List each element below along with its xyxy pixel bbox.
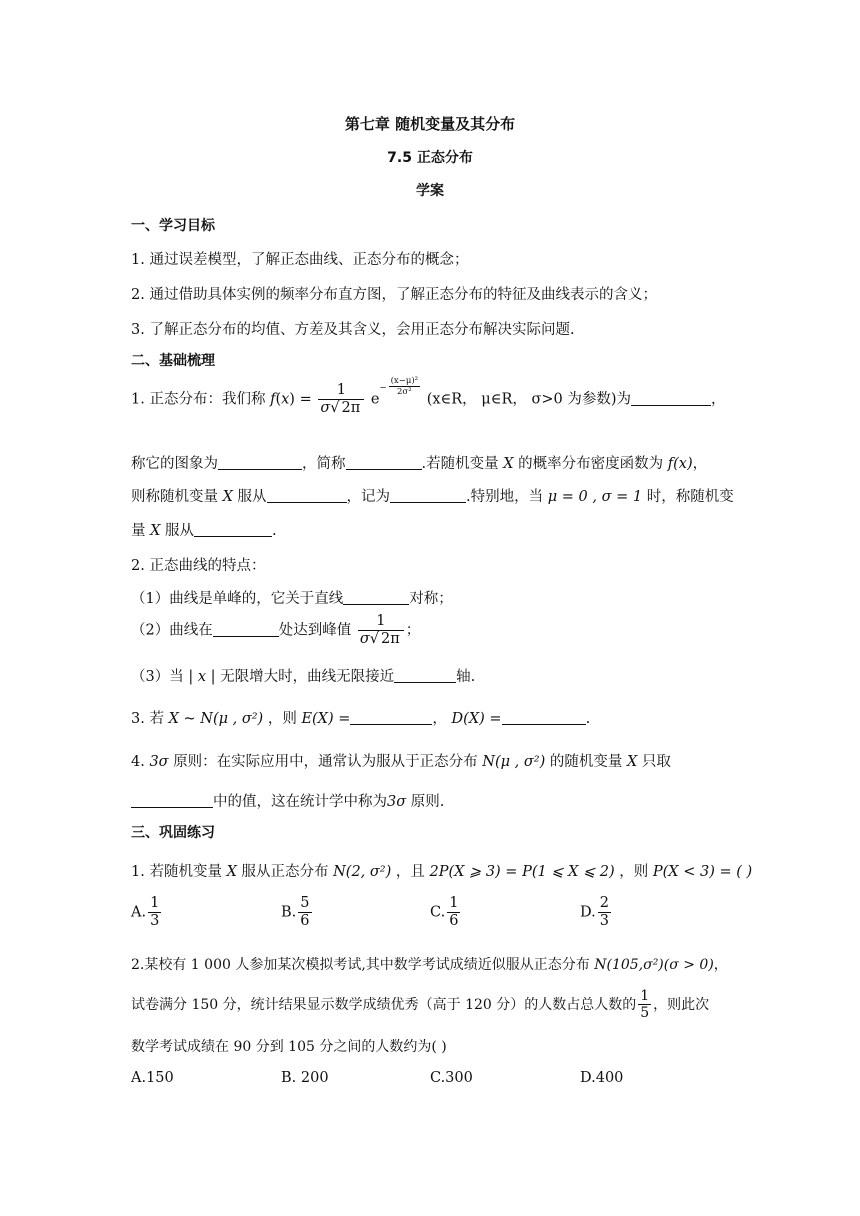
chapter-title: 第七章 随机变量及其分布	[344, 115, 516, 133]
normal-dist-definition-line-2: 称它的图象为 ，简称 .若随机变量 X 的概率分布密度函数为 f(x)，	[131, 456, 708, 472]
blank-9[interactable]	[394, 668, 456, 683]
question-2-line-3: 数学考试成绩在 90 分到 105 分之间的人数约为( )	[131, 1039, 447, 1055]
normal-dist-definition-line-1: 1. 正态分布：我们称 f(x) = $\frac{1}{\sigma√ 2\pi}$ $e^{- \frac{\text{(x−μ)²}}{\text{2σ²}}}$ (x∈R， μ∈R， σ>0 为参数)为 ，	[131, 375, 726, 416]
question-1: 1. 若随机变量 X 服从正态分布 N(2, σ²) ，且 2P(X ⩾ 3) = P(1 ⩽ X ⩽ 2) ，则 P(X < 3) = ( )	[131, 864, 753, 880]
peak-fraction: $\frac{1}{\sigma√ 2\pi}$	[358, 613, 404, 648]
goal-item-3: 3. 了解正态分布的均值、方差及其含义，会用正态分布解决实际问题.	[131, 322, 575, 338]
q1-option-d[interactable]: D. $\frac{2}{3}$	[580, 895, 609, 929]
blank-4[interactable]	[267, 488, 347, 503]
blank-10[interactable]	[350, 710, 432, 725]
q2-option-a[interactable]: A.150	[131, 1070, 174, 1086]
section-title: 7.5 正态分布	[387, 150, 473, 166]
q2-option-b[interactable]: B. 200	[281, 1070, 329, 1086]
section-heading-practice: 三、巩固练习	[131, 825, 215, 841]
question-2-line-1: 2.某校有 1 000 人参加某次模拟考试,其中数学考试成绩近似服从正态分布 N(105,σ²)(σ > 0)，	[131, 957, 728, 973]
doc-type-title: 学案	[416, 183, 444, 199]
q1-option-c[interactable]: C. $\frac{1}{6}$	[430, 895, 459, 929]
three-sigma-line-1: 4. 3σ 原则：在实际应用中，通常认为服从于正态分布 N(μ , σ²) 的随机变量 X 只取	[131, 754, 671, 770]
blank-3[interactable]	[346, 455, 422, 470]
curve-feature-2: （2）曲线在 处达到峰值 $\frac{1}{\sigma√ 2\pi}$ ；	[131, 613, 421, 647]
three-sigma-line-2: 中的值，这在统计学中称为3σ 原则.	[131, 790, 444, 811]
blank-12[interactable]	[131, 793, 213, 808]
blank-2[interactable]	[218, 455, 302, 470]
goal-item-2: 2. 通过借助具体实例的频率分布直方图，了解正态分布的特征及曲线表示的含义；	[131, 287, 657, 303]
blank-7[interactable]	[343, 590, 409, 605]
exp-base: e	[370, 391, 380, 408]
normal-dist-definition-line-4: 量 X 服从 .	[131, 523, 277, 539]
curve-features-title: 2. 正态曲线的特点：	[131, 558, 266, 574]
blank-5[interactable]	[390, 488, 466, 503]
q2-option-d[interactable]: D.400	[580, 1070, 624, 1086]
curve-feature-3: （3）当 | x | 无限增大时，曲线无限接近 轴.	[131, 669, 476, 685]
section-heading-goals: 一、学习目标	[131, 218, 215, 234]
q1-option-b[interactable]: B. $\frac{5}{6}$	[281, 895, 310, 929]
exponent: − (x−μ)² 2σ²	[379, 375, 419, 398]
q2-option-c[interactable]: C.300	[430, 1070, 473, 1086]
blank-8[interactable]	[213, 622, 279, 637]
goal-item-1: 1. 通过误差模型，了解正态曲线、正态分布的概念；	[131, 252, 469, 268]
blank-6[interactable]	[194, 522, 272, 537]
blank-1[interactable]	[631, 391, 711, 406]
section-heading-basics: 二、基础梳理	[131, 353, 215, 369]
normal-dist-definition-line-3: 则称随机变量 X 服从 ，记为 .特别地，当 μ = 0 , σ = 1 时，称随机变	[131, 489, 734, 505]
curve-feature-1: （1）曲线是单峰的，它关于直线 对称；	[131, 591, 453, 607]
expectation-variance-line: 3. 若 X ~ N(μ , σ²) ，则 E(X) = ， D(X) = .	[131, 711, 591, 727]
density-fraction: $\frac{1}{\sigma√ 2\pi}$	[318, 382, 364, 417]
q1-option-a[interactable]: A. $\frac{1}{3}$	[131, 895, 160, 929]
blank-11[interactable]	[502, 710, 586, 725]
question-2-line-2: 试卷满分 150 分，统计结果显示数学成绩优秀（高于 120 分）的人数占总人数的 $\frac{1}{5}$ ，则此次	[131, 988, 710, 1022]
